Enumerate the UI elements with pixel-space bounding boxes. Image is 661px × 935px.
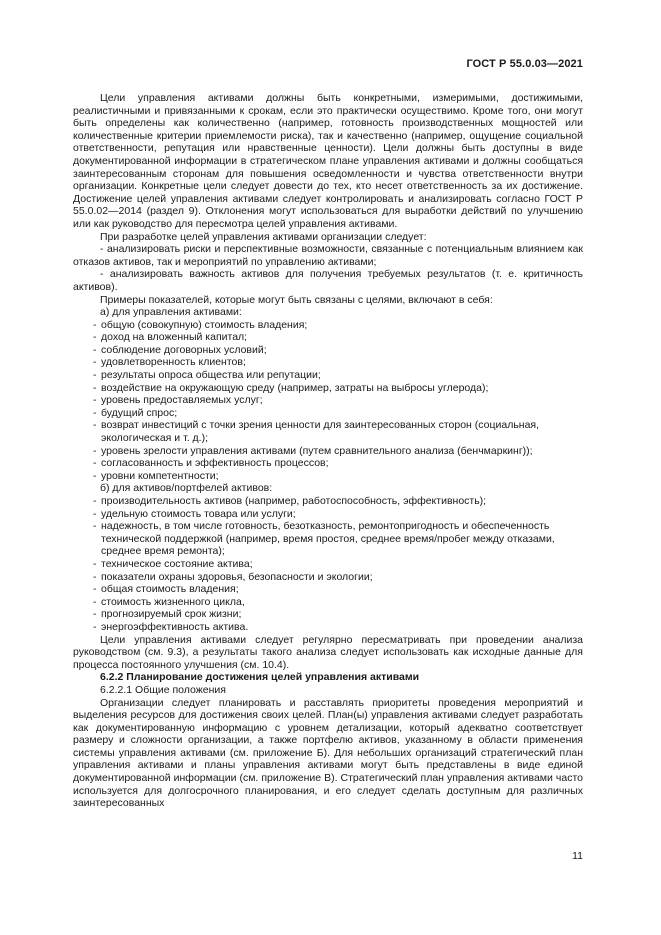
list-item [73, 356, 583, 369]
standard-code: ГОСТ Р 55.0.03—2021 [466, 58, 583, 70]
list-item-text: будущий спрос; [101, 406, 178, 419]
list-item [73, 419, 583, 444]
list-item-text: стоимость жизненного цикла, [101, 595, 245, 608]
dash-marker: - [93, 570, 97, 583]
list-item-text: общую (совокупную) стоимость владения; [101, 318, 308, 331]
list-item [73, 621, 583, 634]
list-item-text: прогнозируемый срок жизни; [101, 608, 242, 621]
dash-marker: - [93, 406, 97, 419]
list-item [73, 508, 583, 521]
list-item [73, 407, 583, 420]
dash-marker: - [93, 520, 97, 533]
group-a-label: а) для управления активами: [100, 306, 242, 319]
dash-marker: - [93, 583, 97, 596]
group-b-list [73, 495, 583, 634]
dash-marker: - [93, 620, 97, 633]
list-item [73, 520, 583, 558]
list-item-text: доход на вложенный капитал; [101, 331, 248, 344]
list-item-text: удовлетворенность клиентов; [101, 356, 246, 369]
list-item [73, 457, 583, 470]
intro-paragraph-3: Примеры показателей, которые могут быть связаны с целями, включают в себя: [100, 293, 493, 306]
list-item [73, 319, 583, 332]
list-item-text: соблюдение договорных условий; [101, 343, 267, 356]
analysis-list [73, 243, 583, 293]
list-item-text: общая стоимость владения; [101, 583, 239, 596]
list-item: - анализировать важность активов для получения требуемых результатов (т. е. критичность активов). [73, 268, 583, 293]
page-number: 11 [572, 850, 583, 862]
list-item [73, 470, 583, 483]
list-item-text: надежность, в том числе готовность, безотказность, ремонтопригодность и обеспеченность технической поддержкой (например, время простоя, среднее время/пробег между отказами, среднее время ремонта); [101, 520, 555, 558]
dash-marker: - [93, 557, 97, 570]
dash-marker: - [93, 444, 97, 457]
dash-marker: - [93, 394, 97, 407]
list-item [73, 394, 583, 407]
list-item: - анализировать риски и перспективные возможности, связанные с потенциальным влиянием как отказов активов, так и мероприятий по управлению активами; [73, 243, 583, 268]
dash-marker: - [93, 495, 97, 507]
subsection-heading: 6.2.2.1 Общие положения [100, 683, 226, 696]
list-item-text: согласованность и эффективность процессов; [101, 457, 329, 470]
dash-marker: - [93, 457, 97, 470]
dash-marker: - [93, 343, 97, 356]
section-heading: 6.2.2 Планирование достижения целей управления активами [100, 671, 420, 684]
list-item [73, 382, 583, 395]
list-item [73, 558, 583, 571]
list-item [73, 369, 583, 382]
dash-marker: - [93, 381, 97, 394]
intro-paragraph-1: Цели управления активами должны быть конкретными, измеримыми, достижимыми, реалистичными и привязанными к срокам, если это практически осуществимо. Кроме того, они могут быть определены как количественно (например, готовность производственных мощностей или количественные критерии приемлемости риска), так и качественно (например, ощущение социальной ответственности, репутация или нравственные ценности). Цели должны быть доступны в виде документированной информации в стратегическом плане управления активами и должны сообщаться заинтересованным сторонам для повышения осведомленности и чувства ответственности внутри организации. Конкретные цели следует довести до тех, кто несет ответственность за их достижение. Достижение целей управления активами следует контролировать и анализировать согласно ГОСТ Р 55.0.02—2014 (раздел 9). Отклонения могут использоваться для выработки действий по улучшению или как руководство для пересмотра целей управления активами. [73, 92, 583, 230]
intro-paragraph-2: При разработке целей управления активами организации следует: [100, 230, 427, 243]
list-item-text: техническое состояние актива; [101, 557, 253, 570]
list-item [73, 495, 583, 508]
list-item-text: удельную стоимость товара или услуги; [101, 507, 296, 520]
list-item-text: уровень предоставляемых услуг; [101, 394, 263, 407]
list-item [73, 445, 583, 458]
list-item-text: уровень зрелости управления активами (путем сравнительного анализа (бенчмаркинг)); [101, 444, 533, 457]
list-item-text: энергоэффективность актива. [101, 620, 249, 633]
dash-marker: - [93, 318, 97, 331]
list-item-text: возврат инвестиций с точки зрения ценности для заинтересованных сторон (социальная, экологическая и т. д.); [101, 419, 540, 445]
dash-marker: - [93, 369, 97, 382]
group-a-list [73, 319, 583, 483]
list-item-text: показатели охраны здоровья, безопасности и экологии; [101, 570, 373, 583]
list-item-text: производительность активов (например, работоспособность, эффективность); [101, 495, 487, 507]
list-item [73, 344, 583, 357]
dash-marker: - [93, 507, 97, 520]
dash-marker: - [93, 356, 97, 369]
list-item [73, 608, 583, 621]
section-paragraph: Организации следует планировать и расставлять приоритеты проведения мероприятий и выделения ресурсов для достижения своих целей. План(ы) управления активами следует разработать как документированную информацию с уровнем детализации, который адекватно соответствует размеру и сложности организации, а также портфелю активов, указанному в области применения системы управления активами (см. приложение Б). Для небольших организаций стратегический план управления активами и планы управления активами могут быть представлены в виде единой документированной информации (см. приложение В). Стратегический план управления активами часто используется для долгосрочного планирования, и его следует сделать доступным для различных заинтересованных [73, 696, 583, 810]
list-item [73, 583, 583, 596]
list-item-text: воздействие на окружающую среду (например, затраты на выбросы углерода); [101, 381, 489, 394]
list-item [73, 596, 583, 609]
dash-marker: - [93, 608, 97, 621]
list-item-text: уровни компетентности; [101, 469, 219, 482]
group-b-label: б) для активов/портфелей активов: [100, 482, 273, 495]
list-item [73, 331, 583, 344]
dash-marker: - [93, 331, 97, 344]
review-paragraph: Цели управления активами следует регулярно пересматривать при проведении анализа руководством (см. 9.3), а результаты такого анализа следует использовать как исходные данные для процесса постоянного улучшения (см. 10.4). [73, 633, 583, 671]
document-body [73, 92, 583, 810]
list-item-text: результаты опроса общества или репутации; [101, 369, 321, 382]
dash-marker: - [93, 469, 97, 482]
dash-marker: - [93, 595, 97, 608]
dash-marker: - [93, 419, 97, 432]
list-item [73, 571, 583, 584]
